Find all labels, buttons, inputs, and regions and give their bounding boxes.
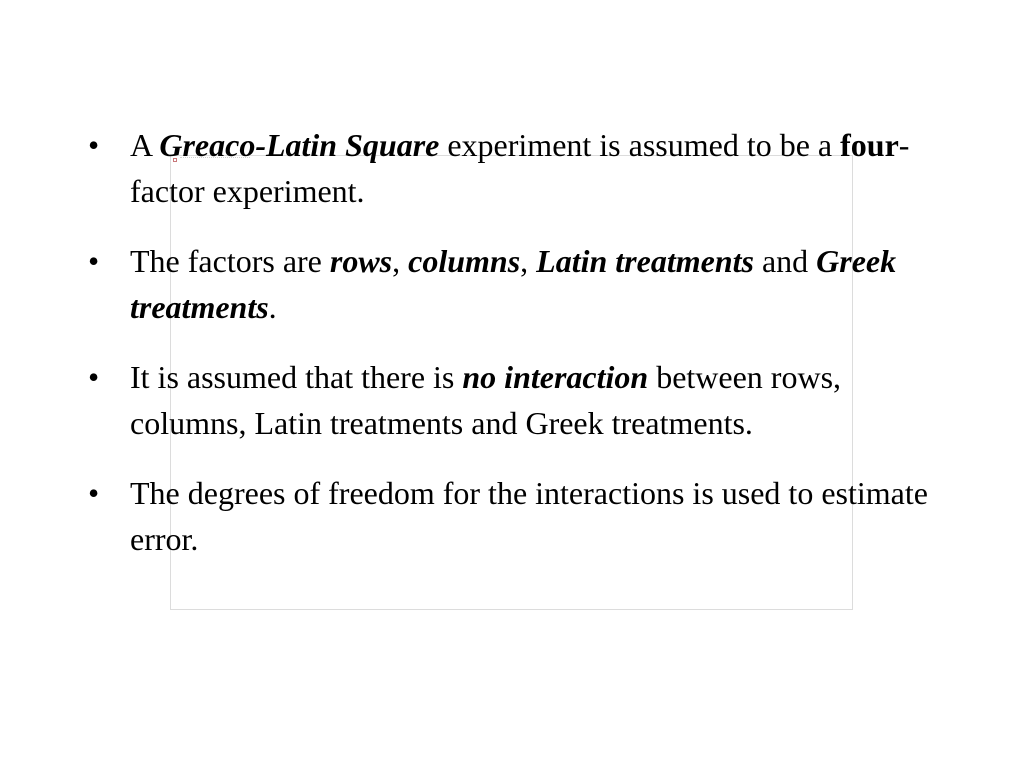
bullet-marker: • (88, 359, 100, 395)
term-no-interaction: no interaction (462, 359, 649, 395)
bullet-marker: • (88, 475, 100, 511)
text-segment: , (392, 243, 409, 279)
text-segment: between rows, columns, Latin treatments and Greek treatments. (130, 359, 842, 441)
term-rows: rows (329, 243, 393, 279)
term-greek-treatments: Greek treatments (130, 243, 897, 325)
term-latin-treatments: Latin treatments (536, 243, 754, 279)
term-columns: columns (408, 243, 521, 279)
bullet-marker: • (88, 127, 100, 163)
text-segment: The degrees of freedom for the interactions is used to estimate error. (130, 475, 928, 557)
bullet-text (130, 475, 928, 557)
bullet-text (130, 359, 841, 441)
bullet-item-factors (88, 238, 958, 330)
bullet-marker: • (88, 243, 100, 279)
bullet-item-no-interaction (88, 354, 958, 446)
text-segment: . (268, 289, 277, 325)
text-segment: A (130, 127, 160, 163)
text-segment: and (753, 243, 817, 279)
term-greaco-latin-square: Greaco-Latin Square (159, 127, 440, 163)
bullet-text (130, 127, 909, 209)
bullet-text (130, 243, 896, 325)
bullet-item-greaco-latin-square (88, 122, 958, 214)
text-segment: experiment is assumed to be a (439, 127, 841, 163)
text-segment: , (520, 243, 537, 279)
bullet-list (88, 122, 958, 586)
bullet-item-degrees-of-freedom (88, 470, 958, 562)
text-segment: -factor experiment. (130, 127, 910, 209)
text-segment: It is assumed that there is (130, 359, 463, 395)
text-segment: The factors are (130, 243, 330, 279)
term-four: four (840, 127, 899, 163)
